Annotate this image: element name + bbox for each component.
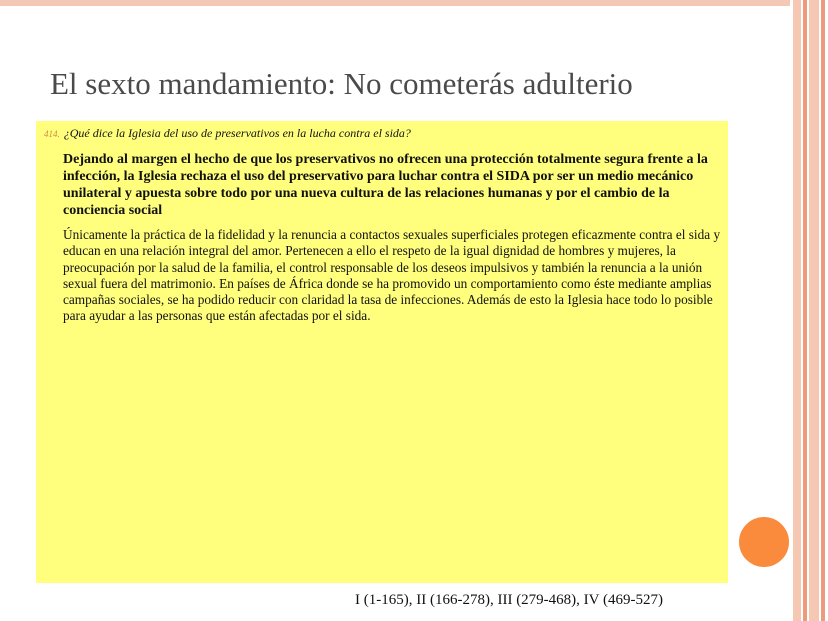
question (44, 126, 724, 141)
footer-reference: I (1-165), II (166-278), III (279-468), IV (469-527) (355, 592, 663, 608)
catechism-panel (36, 121, 728, 583)
slide-title: El sexto mandamiento: No cometerás adulterio (50, 66, 633, 101)
decorative-circle (739, 517, 789, 567)
answer-summary: Dejando al margen el hecho de que los preservativos no ofrecen una protección totalmente segura frente a la infección, la Iglesia rechaza el uso del preservativo para luchar contra el SIDA por ser un medio mecánico unilateral y apuesta sobre todo por una nueva cultura de las relaciones humanas y por el cambio de la conciencia social (63, 152, 708, 218)
side-stripe-3 (809, 0, 819, 621)
question-text: ¿Qué dice la Iglesia del uso de preservativos en la lucha contra el sida? (63, 126, 411, 140)
question-number: 414. (44, 129, 60, 139)
side-stripe-1 (793, 0, 801, 621)
side-stripe-4 (821, 0, 825, 621)
top-border (0, 0, 790, 6)
answer-explanation: Únicamente la práctica de la fidelidad y la renuncia a contactos sexuales superficiales protegen eficazmente contra el sida y educan en una relación integral del amor. Pertenecen a ello el respeto de la igual dignidad de hombres y mujeres, la preocupación por la salud de la familia, el control responsable de los deseos impulsivos y también la renuncia a la unión sexual fuera del matrimonio. En países de África donde se ha promovido un comportamiento como éste mediante amplias campañas sociales, se ha podido reducir con claridad la tasa de infecciones. Además de esto la Iglesia hace todo lo posible para ayudar a las personas que están afectadas por el sida. (63, 227, 721, 324)
side-stripe-2 (803, 0, 807, 621)
